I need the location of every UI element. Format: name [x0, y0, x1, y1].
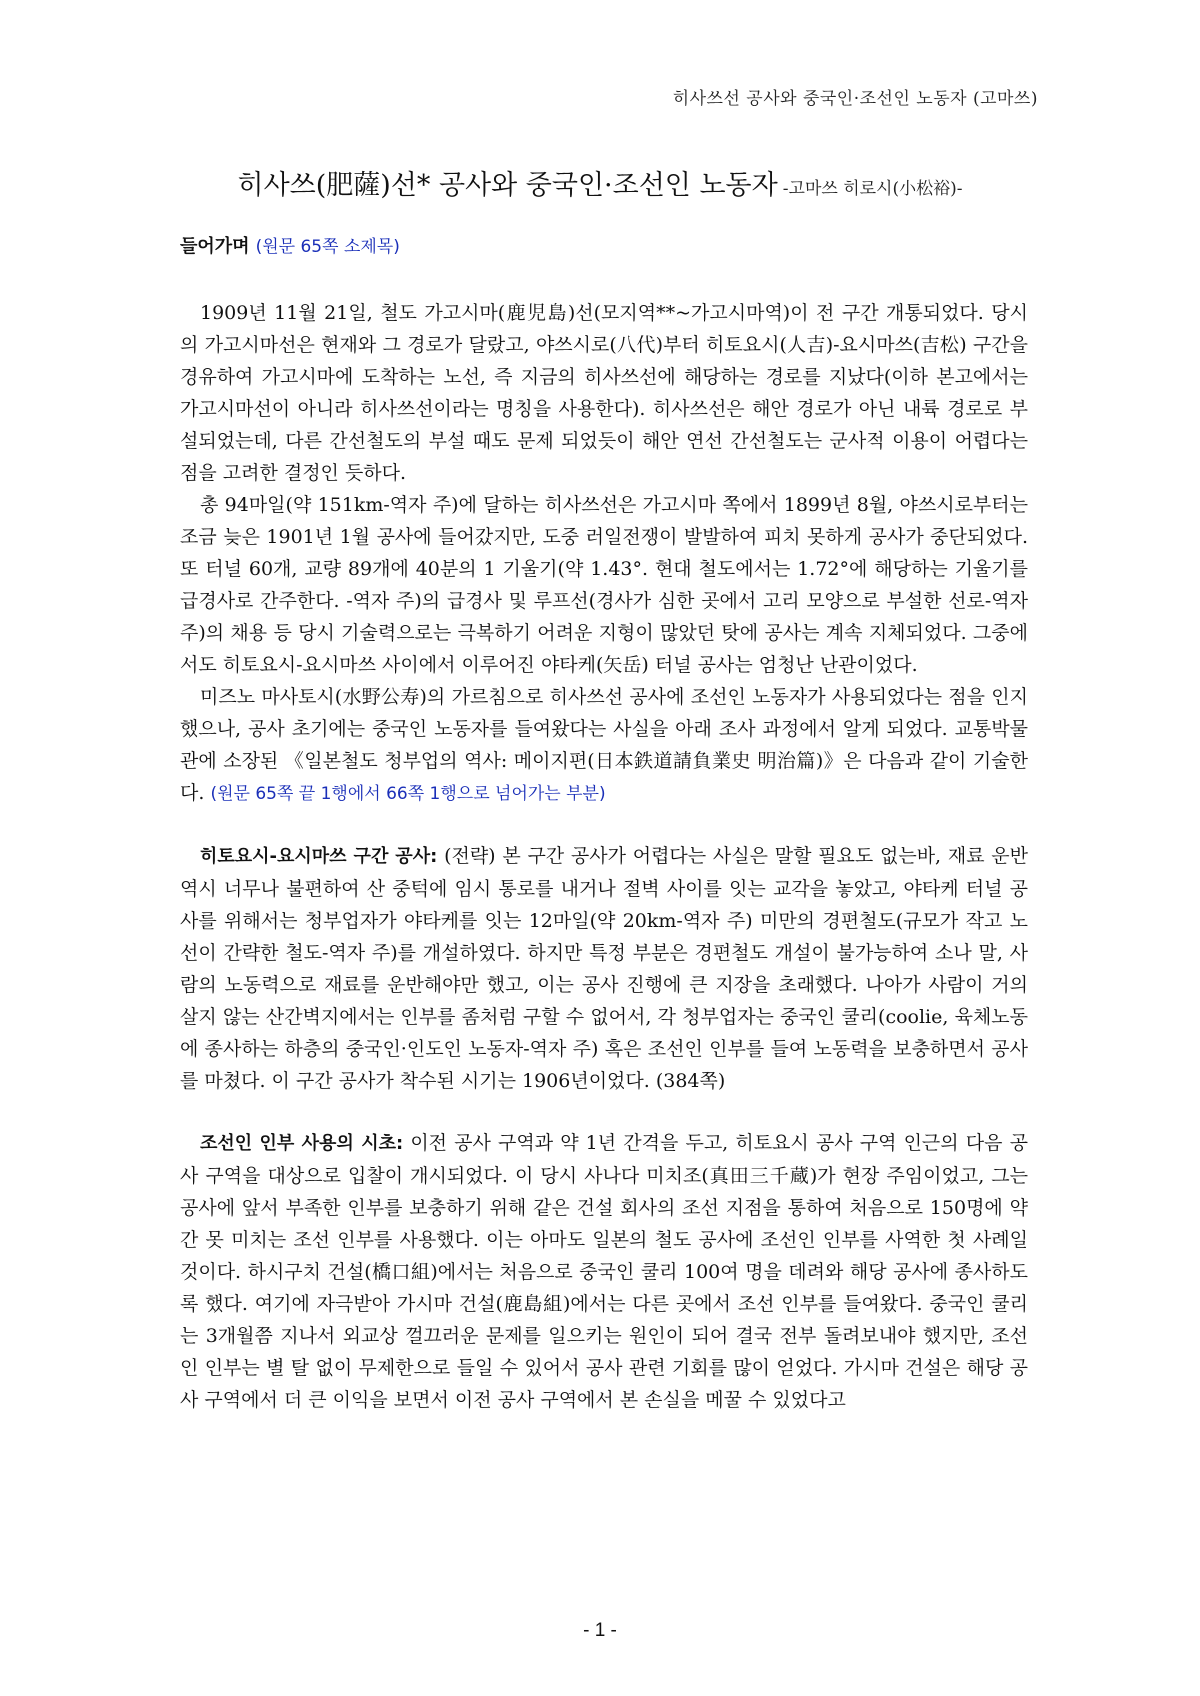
quote-1-text: (전략) 본 구간 공사가 어렵다는 사실은 말할 필요도 없는바, 재료 운반 역시 너무나 불편하여 산 중턱에 임시 통로를 내거나 절벽 사이를 잇는 교각을 놓았고, 야타케 터널 공사를 위해서는 청부업자가 야타케를 잇는 12마일(약 20km-역자 주) 미만의 경편철도(규모가 작고 노선이 간략한 철도-역자 주)를 개설하였다. 하지만 특정 부분은 경편철도 개설이 불가능하여 소나 말, 사람의 노동력으로 재료를 운반해야만 했고, 이는 공사 진행에 큰 지장을 초래했다. 나아가 사람이 거의 살지 않는 산간벽지에서는 인부를 좀처럼 구할 수 없어서, 각 청부업자는 중국인 쿨리(coolie, 육체노동에 종사하는 하층의 중국인·인도인 노동자-역자 주) 혹은 조선인 인부를 들여 노동력을 보충하면서 공사를 마쳤다. 이 구간 공사가 착수된 시기는 1906년이었다. (384쪽): [180, 845, 1029, 1092]
document-body: [180, 230, 1028, 1416]
document-title: [0, 163, 1200, 202]
quote-block-1: [180, 840, 1028, 1097]
title-main: 히사쓰(肥薩)선* 공사와 중국인·조선인 노동자: [237, 170, 778, 201]
quote-2-text: 이전 공사 구역과 약 1년 간격을 두고, 히토요시 공사 구역 인근의 다음 공사 구역을 대상으로 입찰이 개시되었다. 이 당시 사나다 미치조(真田三千蔵)가 현장 주임이었고, 그는 공사에 앞서 부족한 인부를 보충하기 위해 같은 건설 회사의 조선 지점을 통하여 처음으로 150명에 약간 못 미치는 조선 인부를 사용했다. 이는 아마도 일본의 철도 공사에 조선인 인부를 사역한 첫 사례일 것이다. 하시구치 건설(橋口組)에서는 처음으로 중국인 쿨리 100여 명을 데려와 해당 공사에 종사하도록 했다. 여기에 자극받아 가시마 건설(鹿島組)에서는 다른 곳에서 조선 인부를 들여왔다. 중국인 쿨리는 3개월쯤 지나서 외교상 껄끄러운 문제를 일으키는 원인이 되어 결국 전부 돌려보내야 했지만, 조선인 인부는 별 탈 없이 무제한으로 들일 수 있어서 공사 관련 기회를 많이 얻었다. 가시마 건설은 해당 공사 구역에서 더 큰 이익을 보면서 이전 공사 구역에서 본 손실을 메꿀 수 있었다고: [180, 1132, 1028, 1411]
intro-heading: 들어가며: [180, 236, 250, 257]
title-author: -고마쓰 히로시(小松裕)-: [782, 179, 963, 199]
page-number: - 1 -: [583, 1620, 617, 1641]
quote-2-heading: 조선인 인부 사용의 시초:: [200, 1133, 404, 1154]
quote-block-2: [180, 1127, 1028, 1416]
intro-note: (원문 65쪽 소제목): [255, 237, 400, 257]
section-heading: [180, 230, 1028, 263]
paragraph-1: 1909년 11월 21일, 철도 가고시마(鹿児島)선(모지역**~가고시마역)이 전 구간 개통되었다. 당시의 가고시마선은 현재와 그 경로가 달랐고, 야쓰시로(八代)부터 히토요시(人吉)-요시마쓰(吉松) 구간을 경유하여 가고시마에 도착하는 노선, 즉 지금의 히사쓰선에 해당하는 경로를 지났다(이하 본고에서는 가고시마선이 아니라 히사쓰선이라는 명칭을 사용한다). 히사쓰선은 해안 경로가 아닌 내륙 경로로 부설되었는데, 다른 간선철도의 부설 때도 문제 되었듯이 해안 연선 간선철도는 군사적 이용이 어렵다는 점을 고려한 결정인 듯하다.: [180, 302, 1028, 484]
paragraph-2: 총 94마일(약 151km-역자 주)에 달하는 히사쓰선은 가고시마 쪽에서 1899년 8월, 야쓰시로부터는 조금 늦은 1901년 1월 공사에 들어갔지만, 도중 러일전쟁이 발발하여 피치 못하게 공사가 중단되었다. 또 터널 60개, 교량 89개에 40분의 1 기울기(약 1.43°. 현대 철도에서는 1.72°에 해당하는 기울기를 급경사로 간주한다. -역자 주)의 급경사 및 루프선(경사가 심한 곳에서 고리 모양으로 부설한 선로-역자 주)의 채용 등 당시 기술력으로는 극복하기 어려운 지형이 많았던 탓에 공사는 계속 지체되었다. 그중에서도 히토요시-요시마쓰 사이에서 이루어진 야타케(矢岳) 터널 공사는 엄청난 난관이었다.: [180, 494, 1028, 676]
paragraph-3: [180, 681, 1028, 810]
paragraph-3-text: 미즈노 마사토시(水野公寿)의 가르침으로 히사쓰선 공사에 조선인 노동자가 사용되었다는 점을 인지했으나, 공사 초기에는 중국인 노동자를 들여왔다는 사실을 아래 조사 과정에서 알게 되었다. 교통박물관에 소장된 《일본철도 청부업의 역사: 메이지편(日本鉄道請負業史 明治篇)》은 다음과 같이 기술한다.: [180, 686, 1028, 804]
running-header: 히사쓰선 공사와 중국인·조선인 노동자 (고마쓰): [672, 89, 1038, 109]
paragraph-3-note: (원문 65쪽 끝 1행에서 66쪽 1행으로 넘어가는 부분): [210, 784, 606, 804]
quote-1-heading: 히토요시-요시마쓰 구간 공사:: [200, 846, 438, 867]
